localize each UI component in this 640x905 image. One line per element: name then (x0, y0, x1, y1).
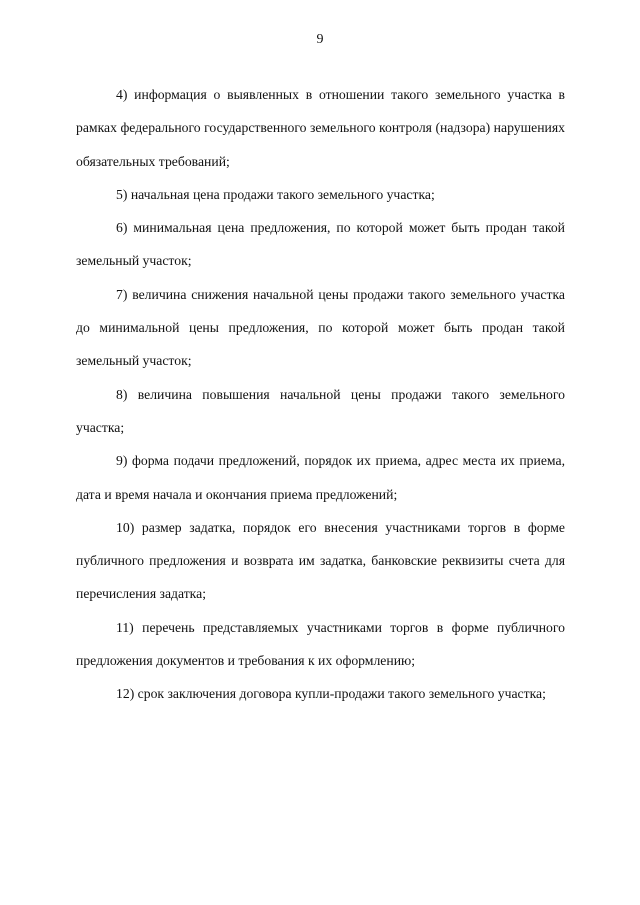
list-item-7: 7) величина снижения начальной цены продажи такого земельного участка до минимальной цены предложения, по которой может быть продан такой земельный участок; (76, 286, 565, 369)
list-item-4: 4) информация о выявленных в отношении такого земельного участка в рамках федерального государственного земельного контроля (надзора) нарушениях обязательных требований; (76, 87, 565, 169)
list-item-10: 10) размер задатка, порядок его внесения участниками торгов в форме публичного предложения и возврата им задатка, банковские реквизиты счета для перечисления задатка; (76, 519, 565, 602)
list-item-8: 8) величина повышения начальной цены продажи такого земельного участка; (76, 386, 565, 435)
list-item-9: 9) форма подачи предложений, порядок их приема, адрес места их приема, дата и время начала и окончания приема предложений; (76, 453, 565, 502)
page-number: 9 (316, 32, 324, 47)
document-body (76, 78, 565, 711)
list-item-5: 5) начальная цена продажи такого земельного участка; (116, 186, 435, 202)
list-item-6: 6) минимальная цена предложения, по которой может быть продан такой земельный участок; (76, 220, 565, 269)
list-item-11: 11) перечень представляемых участниками торгов в форме публичного предложения документов и требования к их оформлению; (76, 619, 565, 669)
list-item-12: 12) срок заключения договора купли-продажи такого земельного участка; (116, 686, 546, 702)
